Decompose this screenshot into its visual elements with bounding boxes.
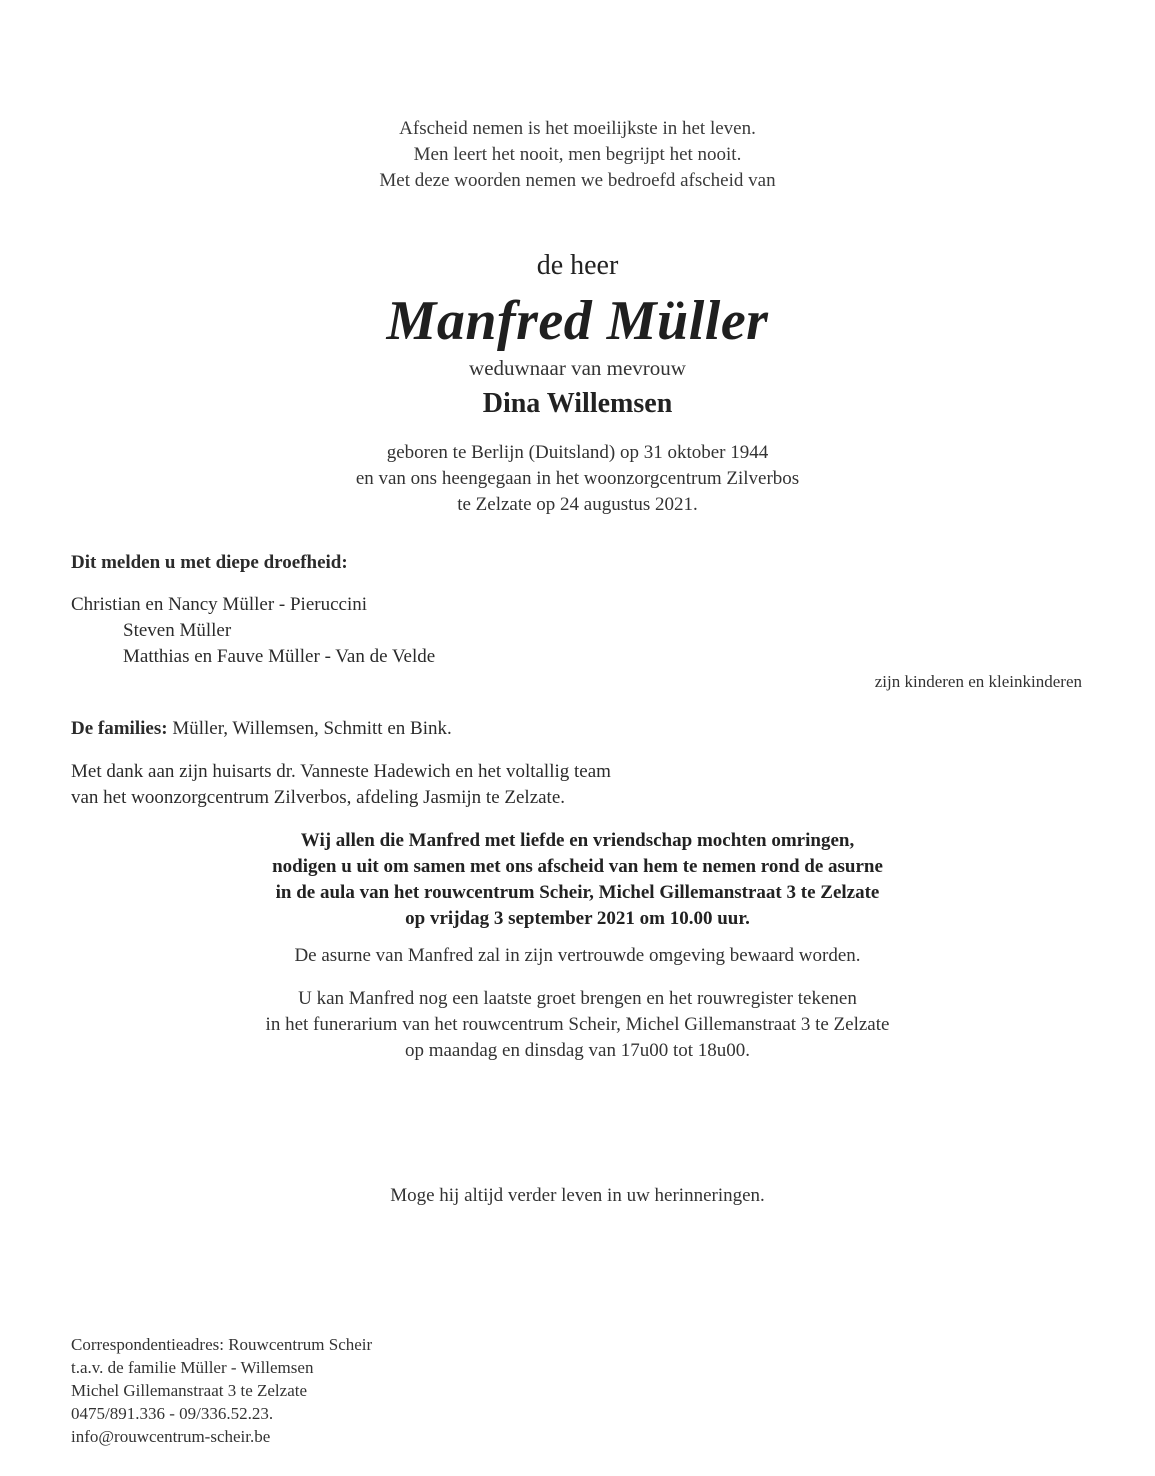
visit-line: U kan Manfred nog een laatste groet brengen en het rouwregister tekenen (298, 988, 857, 1009)
intro-line: Afscheid nemen is het moeilijkste in het leven. (399, 118, 756, 139)
urn-text: De asurne van Manfred zal in zijn vertrouwde omgeving bewaard worden. (294, 945, 861, 966)
intro-line: Men leert het nooit, men begrijpt het nooit. (413, 144, 742, 165)
title-prefix: de heer (536, 250, 619, 281)
families-label: De families: (71, 718, 168, 739)
email-address: info@rouwcentrum-scheir.be (71, 1427, 271, 1446)
address-line: Michel Gillemanstraat 3 te Zelzate (71, 1381, 308, 1400)
birth-details (0, 440, 1155, 518)
family-member: Matthias en Fauve Müller - Van de Velde (123, 646, 436, 667)
invitation-line: nodigen u uit om samen met ons afscheid van hem te nemen rond de asurne (272, 856, 883, 877)
address-line: Correspondentieadres: Rouwcentrum Scheir (71, 1335, 373, 1354)
visit-line: op maandag en dinsdag van 17u00 tot 18u00. (404, 1040, 751, 1061)
family-list (71, 592, 435, 670)
visit-info (0, 986, 1155, 1064)
intro-poem (0, 116, 1155, 194)
birth-line: geboren te Berlijn (Duitsland) op 31 oktober 1944 (386, 442, 769, 463)
birth-line: en van ons heengegaan in het woonzorgcentrum Zilverbos (355, 468, 800, 489)
family-relation: zijn kinderen en kleinkinderen (874, 672, 1082, 691)
thanks-line: Met dank aan zijn huisarts dr. Vanneste Hadewich en het voltallig team (71, 761, 611, 782)
address-line: t.a.v. de familie Müller - Willemsen (71, 1358, 314, 1377)
correspondence-address (71, 1333, 372, 1448)
spouse-name: Dina Willemsen (482, 388, 673, 419)
invitation-line: Wij allen die Manfred met liefde en vriendschap mochten omringen, (300, 830, 855, 851)
visit-line: in het funerarium van het rouwcentrum Scheir, Michel Gillemanstraat 3 te Zelzate (265, 1014, 890, 1035)
family-member: Steven Müller (123, 620, 232, 641)
family-member: Christian en Nancy Müller - Pieruccini (71, 594, 368, 615)
families-names: Müller, Willemsen, Schmitt en Bink. (167, 718, 452, 739)
invitation (0, 828, 1155, 932)
invitation-line: op vrijdag 3 september 2021 om 10.00 uur. (405, 908, 750, 929)
thanks-line: van het woonzorgcentrum Zilverbos, afdeling Jasmijn te Zelzate. (71, 787, 566, 808)
deceased-name: Manfred Müller (386, 290, 769, 352)
phone-numbers: 0475/891.336 - 09/336.52.23. (71, 1404, 274, 1423)
birth-line: te Zelzate op 24 augustus 2021. (457, 494, 698, 515)
announcement: Dit melden u met diepe droefheid: (71, 552, 348, 573)
thanks-text (71, 759, 611, 811)
widow-text: weduwnaar van mevrouw (469, 356, 686, 380)
invitation-line: in de aula van het rouwcentrum Scheir, Michel Gillemanstraat 3 te Zelzate (275, 882, 880, 903)
families-line (71, 716, 452, 742)
closing-text: Moge hij altijd verder leven in uw herinneringen. (390, 1185, 765, 1206)
intro-line: Met deze woorden nemen we bedroefd afscheid van (379, 170, 776, 191)
